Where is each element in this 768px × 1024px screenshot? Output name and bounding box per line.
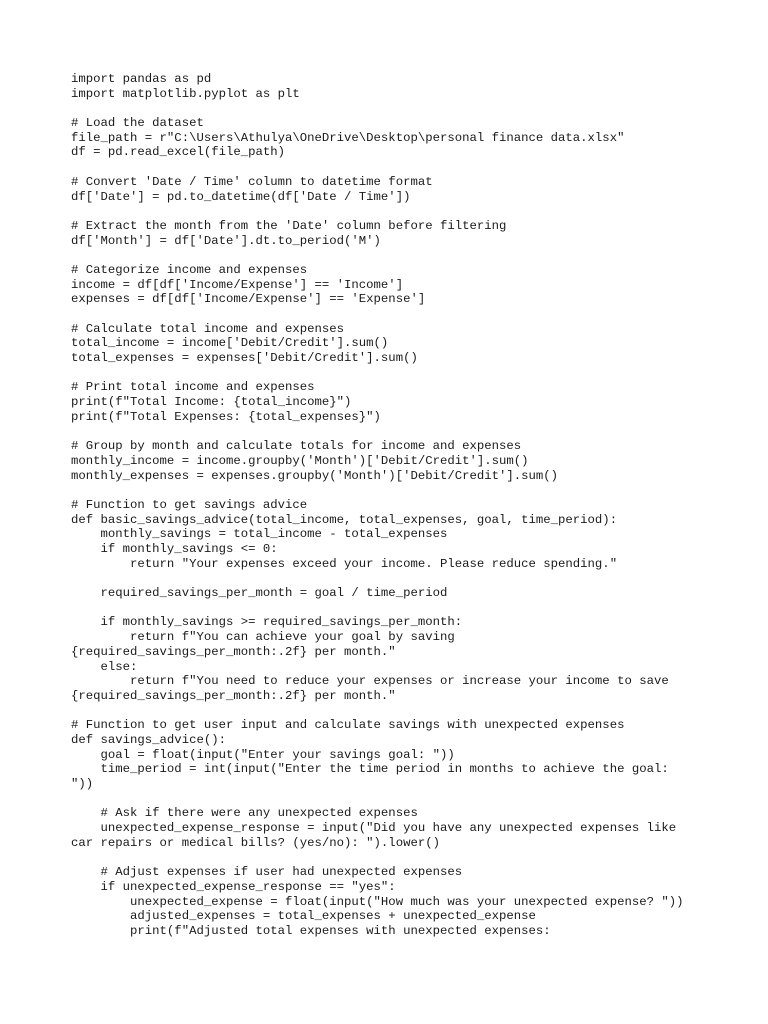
code-line: unexpected_expense = float(input("How much was your unexpected expense? ")) (71, 894, 684, 909)
code-line: monthly_income = income.groupby('Month')['Debit/Credit'].sum() (71, 453, 529, 468)
code-line: {required_savings_per_month:.2f} per month." (71, 688, 396, 703)
code-line (71, 850, 751, 865)
code-line: total_income = income['Debit/Credit'].sum() (71, 336, 389, 351)
code-line (71, 101, 751, 116)
code-line: {required_savings_per_month:.2f} per month." (71, 644, 396, 659)
code-line: # Extract the month from the 'Date' column before filtering (71, 218, 507, 233)
code-line (71, 307, 751, 322)
code-line: # Adjust expenses if user had unexpected expenses (71, 865, 463, 880)
code-line: total_expenses = expenses['Debit/Credit'].sum() (71, 351, 418, 366)
code-line: # Group by month and calculate totals for income and expenses (71, 439, 522, 454)
code-line: # Print total income and expenses (71, 380, 315, 395)
code-block (71, 72, 751, 939)
code-line (71, 366, 751, 381)
code-line: expenses = df[df['Income/Expense'] == 'Expense'] (71, 292, 426, 307)
code-line: income = df[df['Income/Expense'] == 'Income'] (71, 277, 404, 292)
code-line: # Categorize income and expenses (71, 262, 308, 277)
code-line: if monthly_savings >= required_savings_per_month: (71, 615, 463, 630)
code-line: # Ask if there were any unexpected expenses (71, 806, 418, 821)
code-line: import matplotlib.pyplot as plt (71, 86, 300, 101)
code-line (71, 601, 751, 616)
code-line: print(f"Adjusted total expenses with unexpected expenses: (71, 923, 551, 938)
code-line: required_savings_per_month = goal / time_period (71, 586, 448, 601)
code-line (71, 704, 751, 719)
code-line: # Calculate total income and expenses (71, 321, 345, 336)
code-line: car repairs or medical bills? (yes/no): ").lower() (71, 835, 440, 850)
code-line: df['Month'] = df['Date'].dt.to_period('M') (71, 233, 381, 248)
code-line (71, 792, 751, 807)
code-line: monthly_expenses = expenses.groupby('Month')['Debit/Credit'].sum() (71, 468, 559, 483)
code-line (71, 571, 751, 586)
code-line (71, 248, 751, 263)
code-line: else: (71, 659, 138, 674)
code-line (71, 483, 751, 498)
code-line (71, 204, 751, 219)
code-line: return "Your expenses exceed your income. Please reduce spending." (71, 556, 618, 571)
code-line: def basic_savings_advice(total_income, total_expenses, goal, time_period): (71, 512, 618, 527)
code-line: unexpected_expense_response = input("Did you have any unexpected expenses like (71, 821, 677, 836)
code-line: def savings_advice(): (71, 732, 226, 747)
code-line: # Load the dataset (71, 116, 204, 131)
code-line: print(f"Total Expenses: {total_expenses}") (71, 409, 381, 424)
code-line: # Function to get user input and calculate savings with unexpected expenses (71, 718, 625, 733)
code-line: return f"You need to reduce your expenses or increase your income to save (71, 674, 669, 689)
code-line: print(f"Total Income: {total_income}") (71, 395, 352, 410)
code-line: file_path = r"C:\Users\Athulya\OneDrive\Desktop\personal finance data.xlsx" (71, 130, 625, 145)
code-line: monthly_savings = total_income - total_expenses (71, 527, 448, 542)
code-line: return f"You can achieve your goal by saving (71, 630, 455, 645)
code-line: df = pd.read_excel(file_path) (71, 145, 286, 160)
code-line: df['Date'] = pd.to_datetime(df['Date / Time']) (71, 189, 411, 204)
code-line: adjusted_expenses = total_expenses + unexpected_expense (71, 909, 536, 924)
code-line: if unexpected_expense_response == "yes": (71, 879, 396, 894)
code-line: # Function to get savings advice (71, 497, 308, 512)
code-line: time_period = int(input("Enter the time period in months to achieve the goal: (71, 762, 669, 777)
code-line (71, 425, 751, 440)
code-line: ")) (71, 777, 94, 791)
code-line: goal = float(input("Enter your savings goal: ")) (71, 747, 455, 762)
code-line: # Convert 'Date / Time' column to datetime format (71, 174, 433, 189)
code-line (71, 160, 751, 175)
code-line: import pandas as pd (71, 72, 212, 86)
code-line: if monthly_savings <= 0: (71, 542, 278, 556)
